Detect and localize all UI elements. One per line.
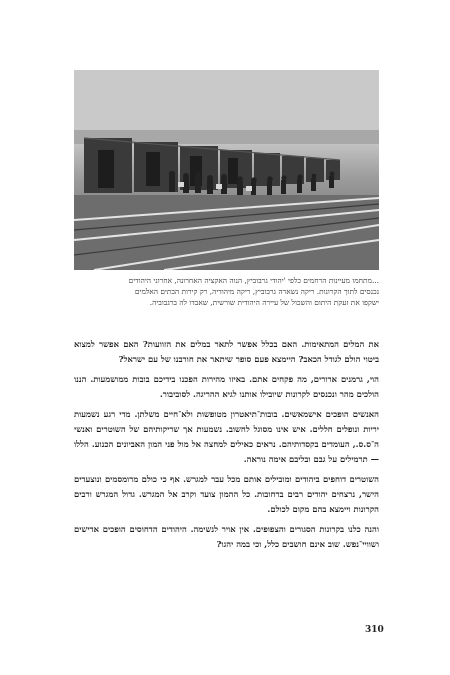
- page-number: 310: [365, 625, 384, 635]
- body-text: [74, 337, 379, 557]
- paragraph: הוי, גרמנים ארורים, מה פקחים אתם. באיזו מהירות הפכנו בידיכם בובות ממושמעות. הננו הולכים מהר ונכנסים לקרונות שיובילו אותנו לגיא ההריגה. לסוביבור.: [74, 374, 379, 399]
- paragraph: האנשים הופכים אישמאשים. בובות־תיאטרון מטופשות ולא־חיים משלתן. מדי רגע נשמעות יריות ונופלים חללים. איש אינו מסוגל לחשוב. נשמעות אך שריקותיהם של השוטרים ואנשי ה־ס.ס., העומדים בקסדותיהם. נראים כאילים למחצה אל מול פני המון האביונים הכנוע. הללו — תרמילים על גבם ובליבם אימה נוראה.: [74, 409, 379, 464]
- caption-line: נכנסים לתוך הקרונות. ריקה נשארה גרבוביץ, ריקה מיהודיה, רק קירות הבתים האלמים: [134, 287, 379, 296]
- caption-line: ישקפו את זעקת היתום והשכול של עיירה היהודית שורשית, שאבדו לה ברגבוביה.: [149, 298, 379, 307]
- paragraph: והנה כלנו בקרונות הסגורים והצפופים. אין אויר לנשימה. היהודים הדחוסים הופכים אדישים ושוויי־נפש. שוב אינם חושבים כלל, וכי במה יהגו?: [74, 524, 379, 549]
- paragraph: השוטרים דוחפים ביהודים ומובילים אותם מכל עבר למגרש. אף כי כולם מרומסמים ונוצעדים הישר, נרצחים יהודים רבים ברחובות. כל ההמון צועד וקרב אל המגרש. גדול המגרש ורבים הקרונות ויימצא בהם מקום לכולם.: [74, 474, 379, 514]
- caption-line: ...מתחמו מעיינות הרחמים כלפי 'יהודי גרבוביץ, הנוה האקציה האחרונה, אחרוני היהודים: [128, 276, 379, 285]
- paragraph: את המלים המתאימות. האם בכלל אפשר לתאר במלים את הזוועות? האם אפשר למצוא ביטוי הולם לגודל הכאב? היימצא פעם סופר שיתאר את חורבנו של עם ישראל?: [74, 339, 379, 364]
- photo-caption: [74, 275, 379, 308]
- deportation-train-photo: [74, 70, 379, 270]
- photo-train-deportation-icon: [74, 70, 379, 270]
